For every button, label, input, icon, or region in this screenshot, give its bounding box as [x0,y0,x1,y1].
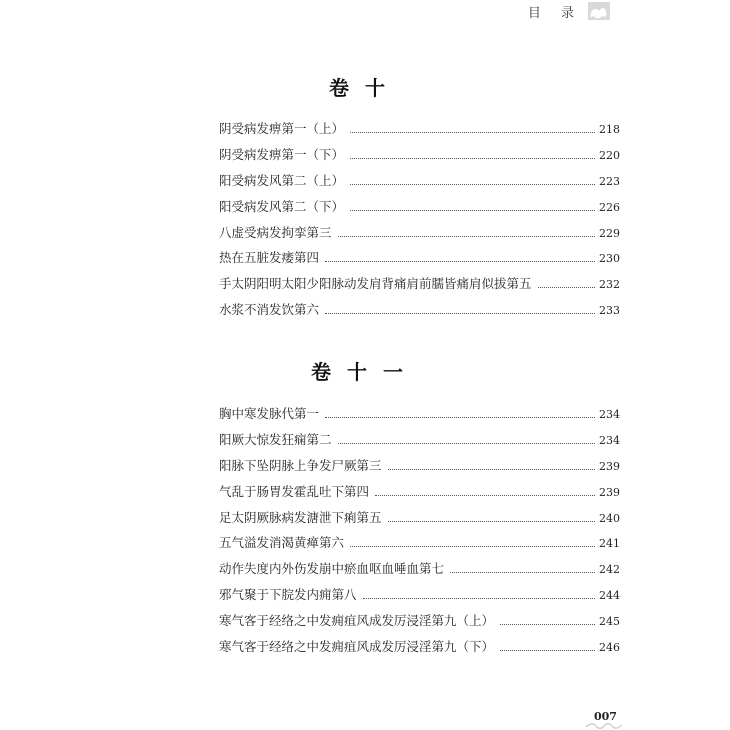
toc-entry-title: 阳厥大惊发狂痫第二 [219,431,332,447]
toc-entry[interactable] [219,508,619,534]
toc-entry-title: 邪气聚于下脘发内痈第八 [219,587,357,603]
toc-entry[interactable] [219,197,619,223]
dot-leader [388,469,595,470]
dot-leader [350,210,595,211]
dot-leader [500,650,595,651]
toc-entry[interactable] [219,248,619,274]
toc-entry-title: 水浆不消发饮第六 [219,302,320,318]
toc-entry-page: 218 [599,123,620,136]
toc-entry-page: 220 [599,148,620,162]
dot-leader [375,495,595,496]
toc-entry[interactable] [219,611,619,637]
dot-leader [350,132,595,133]
dot-leader [538,287,595,288]
toc-entry-title: 阳受病发风第二（上） [219,172,345,188]
toc-entry[interactable] [219,223,619,249]
toc-entry-title: 八虚受病发拘挛第三 [219,224,332,240]
toc-entry[interactable] [219,145,619,171]
toc-entry-page: 233 [599,304,620,318]
toc-entry-title: 足太阴厥脉病发溏泄下痢第五 [219,509,382,525]
toc-entry-page: 226 [599,200,620,214]
running-header-title: 目 录 [527,6,582,21]
toc-entry-page: 234 [599,433,620,447]
dot-leader [325,313,595,314]
toc-entry[interactable] [219,300,619,326]
dot-leader [388,521,595,522]
toc-entry-page: 232 [599,278,620,292]
volume-heading: 卷十一 [311,360,419,384]
toc-entry-page: 240 [599,511,620,525]
dot-leader [350,546,595,547]
toc-entry[interactable] [219,482,619,508]
toc-entry-page: 244 [599,589,620,603]
dot-leader [338,236,595,237]
decorative-scroll-icon [584,722,624,730]
toc-entry[interactable] [219,637,619,663]
toc-entry-title: 胸中寒发脉代第一 [219,406,320,421]
toc-list-volume-11 [219,404,619,663]
toc-entry-page: 223 [599,174,620,188]
toc-entry[interactable] [219,274,619,300]
dot-leader [500,624,595,625]
dot-leader [350,184,595,185]
dot-leader [325,261,595,262]
toc-entry-page: 242 [599,563,620,577]
toc-entry-title: 手太阴阳明太阳少阳脉动发肩背痛肩前臑皆痛肩似拔第五 [219,276,532,292]
decorative-cloud-icon [588,2,610,20]
toc-entry[interactable] [219,456,619,482]
toc-entry-title: 气乱于肠胃发霍乱吐下第四 [219,483,370,499]
running-header [528,0,610,21]
toc-entry-title: 阴受病发痹第一（上） [219,121,345,136]
toc-entry[interactable] [219,559,619,585]
toc-entry[interactable] [219,404,619,430]
toc-entry-title: 寒气客于经络之中发痈疽风成发厉浸淫第九（上） [219,613,495,629]
toc-entry-title: 阳脉下坠阴脉上争发尸厥第三 [219,457,382,473]
toc-entry-page: 241 [599,537,620,551]
dot-leader [325,417,595,418]
toc-entry[interactable] [219,533,619,559]
toc-entry[interactable] [219,119,619,145]
dot-leader [338,443,595,444]
toc-entry-title: 热在五脏发痿第四 [219,250,320,266]
toc-entry[interactable] [219,430,619,456]
dot-leader [450,572,595,573]
toc-entry-page: 245 [599,615,620,629]
toc-entry-page: 239 [599,485,620,499]
dot-leader [363,598,595,599]
toc-entry-title: 阳受病发风第二（下） [219,198,345,214]
volume-heading: 卷十 [329,76,401,100]
toc-entry[interactable] [219,171,619,197]
toc-entry-title: 寒气客于经络之中发痈疽风成发厉浸淫第九（下） [219,639,495,655]
toc-entry-page: 229 [599,226,620,240]
page-number: 007 [594,710,617,723]
toc-entry-title: 阴受病发痹第一（下） [219,146,345,162]
toc-entry-page: 246 [599,641,620,655]
toc-list-volume-10 [219,119,619,326]
toc-entry-page: 239 [599,459,620,473]
toc-entry[interactable] [219,585,619,611]
toc-entry-page: 230 [599,252,620,266]
toc-entry-page: 234 [599,408,620,421]
dot-leader [350,158,595,159]
toc-entry-title: 五气溢发消渴黄瘅第六 [219,535,345,551]
toc-entry-title: 动作失度内外伤发崩中瘀血呕血唾血第七 [219,561,445,577]
